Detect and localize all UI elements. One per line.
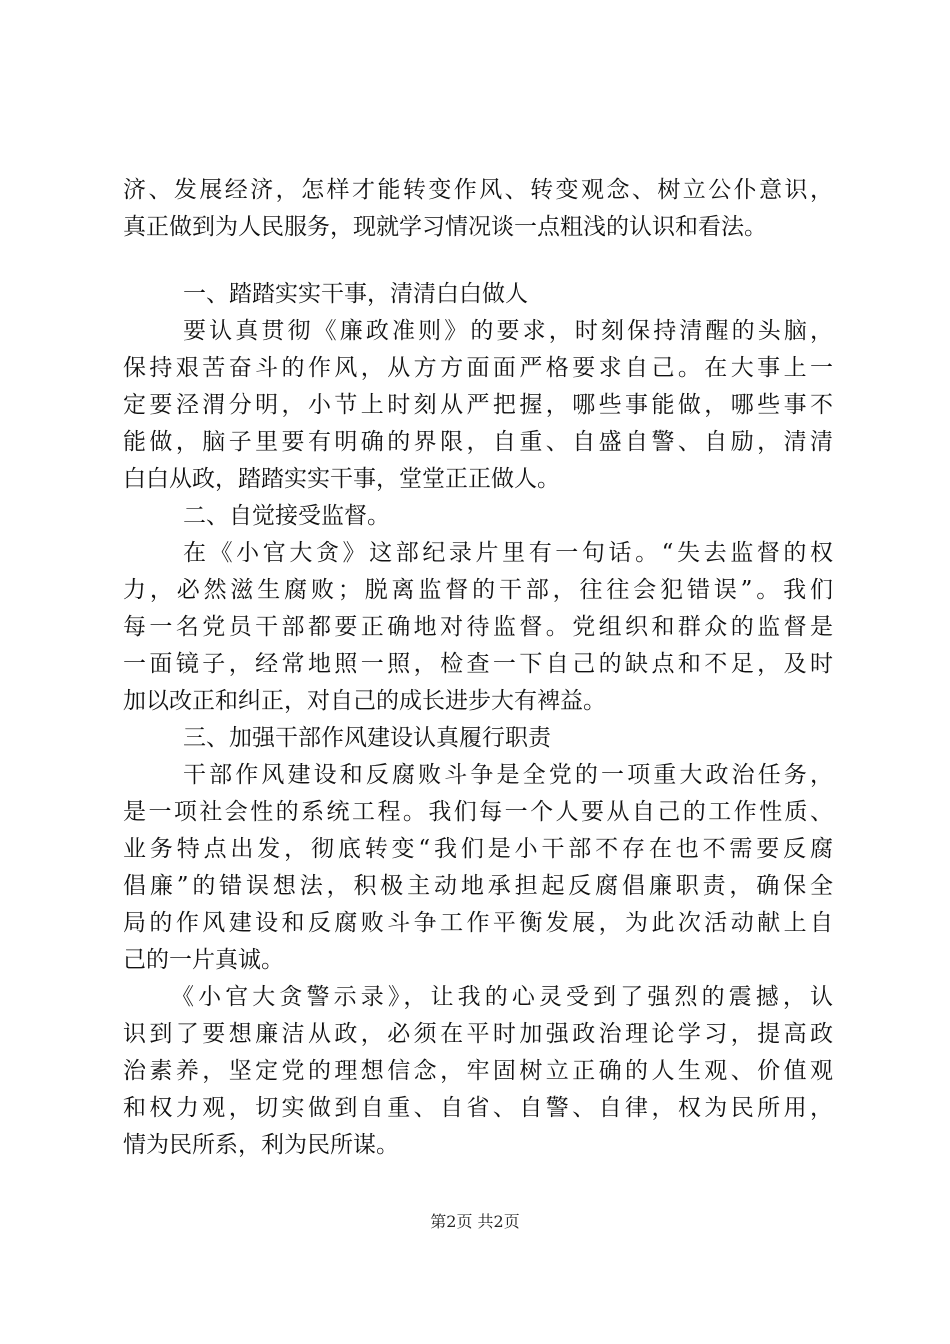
section-1 (123, 276, 833, 498)
conclusion-paragraph (123, 979, 833, 1164)
document-body (123, 172, 833, 1164)
section-3 (123, 720, 833, 979)
text-line: 每一名党员干部都要正确地对待监督。党组织和群众的监督是 (123, 614, 833, 640)
text-line: 《小官大贪警示录》，让我的心灵受到了强烈的震撼，认 (171, 984, 833, 1010)
text-line: 在《小官大贪》这部纪录片里有一句话。“失去监督的权 (183, 540, 833, 566)
text-line: 保持艰苦奋斗的作风，从方方面面严格要求自己。在大事上一 (123, 355, 833, 381)
section-2 (123, 498, 833, 720)
text-line: 干部作风建设和反腐败斗争是全党的一项重大政治任务， (183, 762, 833, 788)
page-number-footer: 第2页 共2页 (430, 1212, 520, 1231)
section-heading: 二、自觉接受监督。 (183, 503, 390, 529)
paragraph-gap (123, 246, 833, 276)
text-line: 真正做到为人民服务，现就学习情况谈一点粗浅的认识和看法。 (123, 214, 767, 240)
section-heading: 三、加强干部作风建设认真履行职责 (183, 725, 551, 751)
text-line: 己的一片真诚。 (123, 947, 284, 973)
text-line: 能做，脑子里要有明确的界限，自重、自盛自警、自励，清清 (123, 429, 833, 455)
section-heading: 一、踏踏实实干事，清清白白做人 (183, 281, 528, 307)
text-line: 和权力观，切实做到自重、自省、自警、自律，权为民所用， (123, 1095, 833, 1121)
intro-paragraph (123, 172, 833, 246)
text-line: 定要泾渭分明，小节上时刻从严把握，哪些事能做，哪些事不 (123, 392, 833, 418)
text-line: 识到了要想廉洁从政，必须在平时加强政治理论学习，提高政 (123, 1021, 833, 1047)
text-line: 加以改正和纠正，对自己的成长进步大有裨益。 (123, 688, 606, 714)
text-line: 是一项社会性的系统工程。我们每一个人要从自己的工作性质、 (123, 799, 833, 825)
text-line: 力，必然滋生腐败；脱离监督的干部，往往会犯错误”。我们 (123, 577, 833, 603)
text-line: 白白从政，踏踏实实干事，堂堂正正做人。 (123, 466, 560, 492)
text-line: 治素养，坚定党的理想信念，牢固树立正确的人生观、价值观 (123, 1058, 833, 1084)
text-line: 济、发展经济，怎样才能转变作风、转变观念、树立公仆意识， (123, 177, 833, 203)
text-line: 情为民所系，利为民所谋。 (123, 1132, 399, 1158)
text-line: 一面镜子，经常地照一照，检查一下自己的缺点和不足，及时 (123, 651, 833, 677)
text-line: 要认真贯彻《廉政准则》的要求，时刻保持清醒的头脑， (183, 318, 833, 344)
text-line: 业务特点出发，彻底转变“我们是小干部不存在也不需要反腐 (123, 836, 833, 862)
text-line: 局的作风建设和反腐败斗争工作平衡发展，为此次活动献上自 (123, 910, 833, 936)
text-line: 倡廉”的错误想法，积极主动地承担起反腐倡廉职责，确保全 (123, 873, 833, 899)
